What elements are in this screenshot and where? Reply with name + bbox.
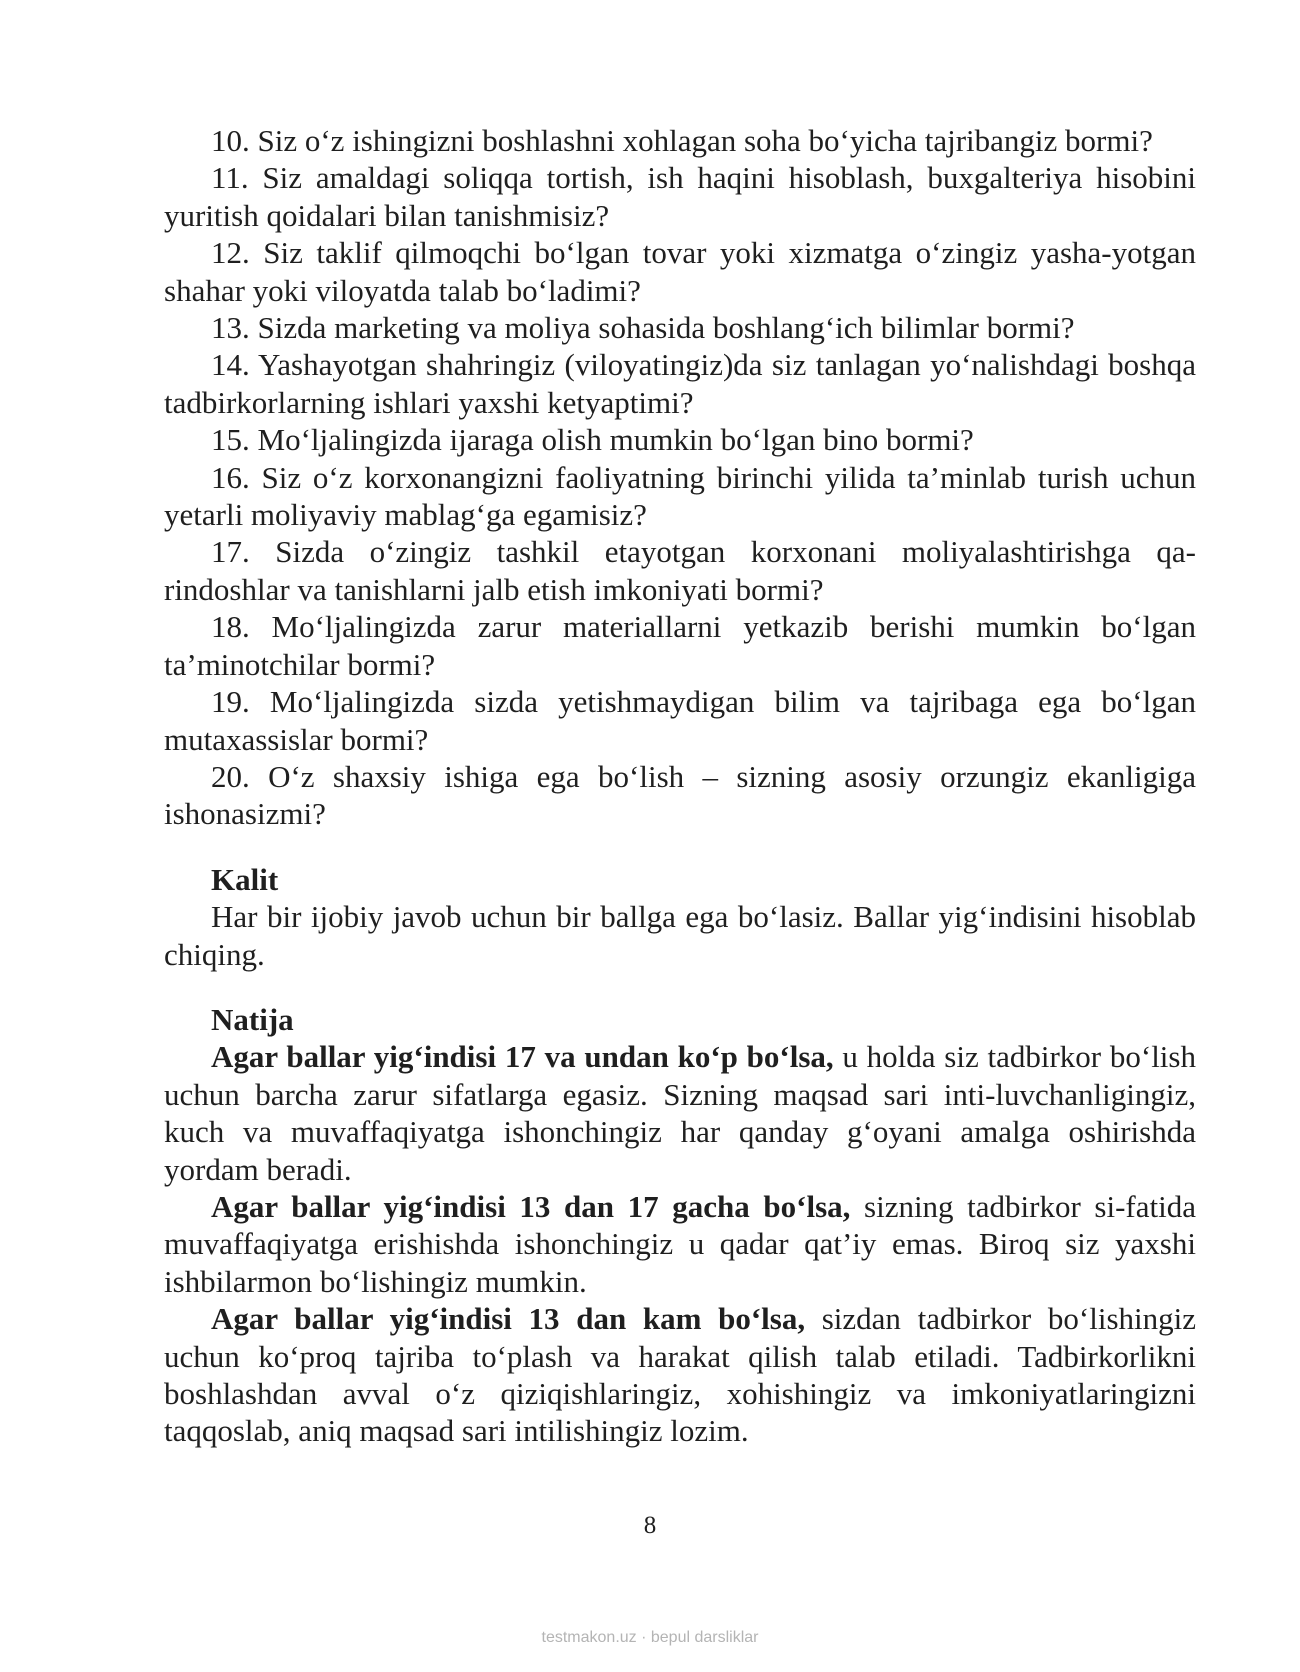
- kalit-text: Har bir ijobiy javob uchun bir ballga ega bo‘lasiz. Ballar yig‘indisini hisoblab chiqing.: [164, 899, 1196, 972]
- result-paragraph-high: [164, 1038, 1196, 1188]
- result-condition-low: Agar ballar yig‘indisi 13 dan kam bo‘lsa,: [211, 1301, 806, 1337]
- result-text-high: u holda siz tadbirkor bo‘lish uchun barcha zarur sifatlarga egasiz. Sizning maqsad sari inti-luvchanligingiz, kuch va muvaffaqiyatga ishonchingiz har qanday g‘oyani amalga oshirishda yordam beradi.: [164, 1039, 1196, 1187]
- page-number: 8: [643, 1512, 657, 1539]
- natija-heading: Natija: [211, 1001, 294, 1037]
- question-18: 18. Mo‘ljalingizda zarur materiallarni yetkazib berishi mumkin bo‘lgan ta’minotchilar bormi?: [164, 609, 1196, 682]
- question-20: 20. O‘z shaxsiy ishiga ega bo‘lish – sizning asosiy orzungiz ekanligiga ishonasizmi?: [164, 758, 1196, 832]
- result-condition-mid: Agar ballar yig‘indisi 13 dan 17 gacha bo‘lsa,: [211, 1188, 851, 1224]
- result-paragraph-low: [164, 1300, 1196, 1450]
- question-15: 15. Mo‘ljalingizda ijaraga olish mumkin bo‘lgan bino bormi?: [211, 422, 974, 458]
- page-body: [164, 122, 1196, 1450]
- question-16: 16. Siz o‘z korxonangizni faoliyatning birinchi yilida ta’minlab turish uchun yetarli moliyaviy mablag‘ga egamisiz?: [164, 459, 1196, 533]
- question-11: 11. Siz amaldagi soliqqa tortish, ish haqini hisoblash, buxgalteriya hisobini yuritish qoidalari bilan tanishmisiz?: [164, 160, 1196, 233]
- result-paragraph-mid: [164, 1188, 1196, 1300]
- question-10: 10. Siz o‘z ishingizni boshlashni xohlagan soha bo‘yicha tajribangiz bormi?: [211, 123, 1153, 158]
- question-14: 14. Yashayotgan shahringiz (viloyatingiz)da siz tanlagan yo‘nalishdagi boshqa tadbirkorlarning ishlari yaxshi ketyaptimi?: [164, 347, 1196, 420]
- kalit-heading: Kalit: [211, 861, 279, 897]
- question-13: 13. Sizda marketing va moliya sohasida boshlang‘ich bilimlar bormi?: [211, 310, 1075, 346]
- watermark: testmakon.uz · bepul darsliklar: [541, 1629, 759, 1646]
- result-condition-high: Agar ballar yig‘indisi 17 va undan ko‘p bo‘lsa,: [211, 1039, 834, 1075]
- result-text-low: sizdan tadbirkor bo‘lishingiz uchun ko‘proq tajriba to‘plash va harakat qilish talab etiladi. Tadbirkorlikni boshlashdan avval o‘z qiziqishlaringiz, xohishingiz va imkoniyatlaringizni taqqoslab, aniq maqsad sari intilishingiz lozim.: [164, 1301, 1196, 1449]
- question-12: 12. Siz taklif qilmoqchi bo‘lgan tovar yoki xizmatga o‘zingiz yasha-yotgan shahar yoki viloyatda talab bo‘ladimi?: [164, 235, 1196, 308]
- question-17: 17. Sizda o‘zingiz tashkil etayotgan korxonani moliyalashtirishga qa-rindoshlar va tanishlarni jalb etish imkoniyati bormi?: [164, 534, 1196, 607]
- question-19: 19. Mo‘ljalingizda sizda yetishmaydigan bilim va tajribaga ega bo‘lgan mutaxassislar bormi?: [164, 684, 1196, 757]
- result-text-mid: sizning tadbirkor si-fatida muvaffaqiyatga erishishda ishonchingiz u qadar qat’iy emas. Biroq siz yaxshi ishbilarmon bo‘lishingiz mumkin.: [164, 1188, 1196, 1299]
